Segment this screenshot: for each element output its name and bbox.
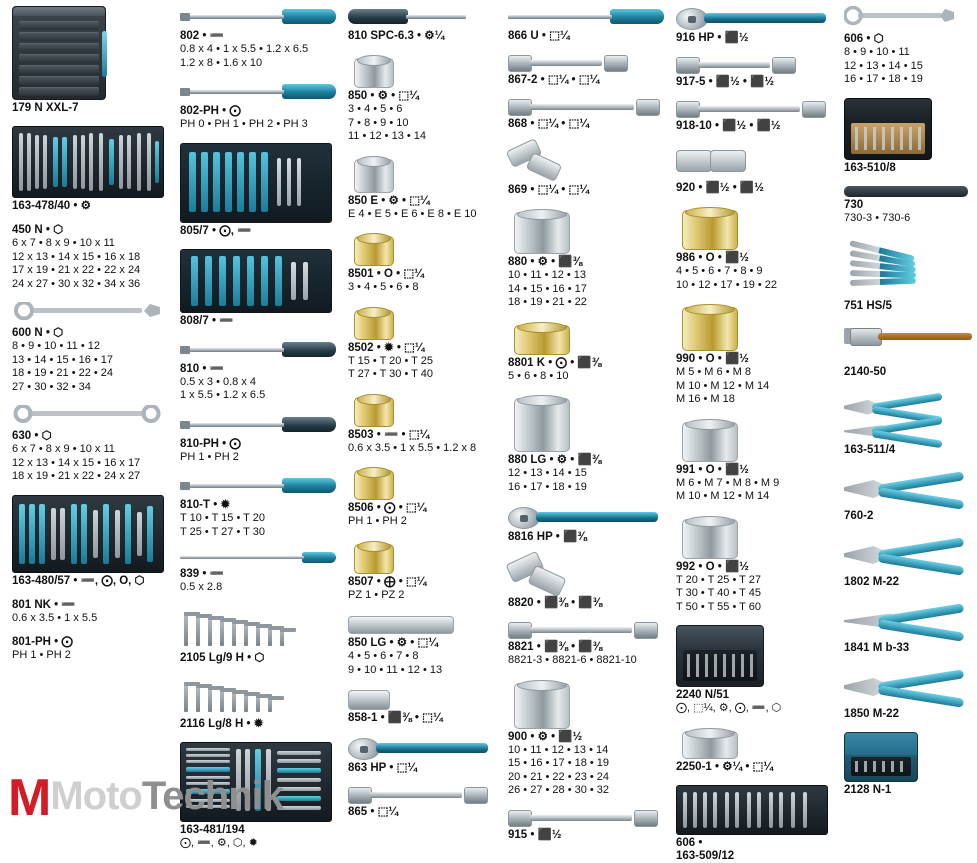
slotted-bit-socket-image: [348, 393, 496, 427]
catalog-item[interactable]: [348, 155, 496, 222]
item-size-line: 12 • 13 • 14 • 15: [844, 59, 923, 72]
item-title: 630 • ⬡: [12, 430, 52, 442]
catalog-item[interactable]: [348, 6, 496, 43]
catalog-item[interactable]: [180, 414, 336, 465]
catalog-item[interactable]: [348, 736, 496, 775]
item-title: 868 • ⬚¼ • ⬚¼: [508, 118, 589, 130]
item-size-line: 6 x 7 • 8 x 9 • 10 x 11: [12, 237, 115, 249]
item-title: 2116 Lg/8 H • ✹: [180, 717, 264, 730]
long-socket-image: [508, 394, 664, 452]
item-size-line: 18 • 19 • 21 • 22: [508, 296, 587, 308]
item-title: 917-5 • ⬛½ • ⬛½: [676, 76, 775, 88]
item-size-line: 27 • 30 • 32 • 34: [12, 380, 91, 393]
item-subtitle: 163-509/12: [676, 849, 735, 862]
item-size-line: M 10 • M 12 • M 14: [676, 379, 770, 392]
item-size-line: 1.2 x 8 • 1.6 x 10: [180, 56, 263, 69]
screwdriver-set-image: [844, 236, 957, 298]
bit-set-case-image: [844, 732, 957, 782]
catalog-item[interactable]: [676, 206, 832, 292]
universal-joint-image: [676, 144, 832, 180]
hex-bit-socket-image: [676, 206, 832, 250]
catalog-item[interactable]: [508, 321, 664, 384]
extension-image: [676, 56, 832, 74]
catalog-item[interactable]: [180, 606, 336, 665]
spline-bit-socket-image: [676, 418, 832, 462]
item-title: 850 E • ⚙ • ⬚¼: [348, 194, 430, 207]
catalog-item[interactable]: [676, 418, 832, 504]
ratchet-image: [676, 6, 832, 30]
catalog-item[interactable]: [12, 495, 168, 588]
item-title: 880 LG • ⚙ • ⬛⅜: [508, 454, 602, 466]
item-size-line: 12 x 13 • 14 x 15 • 16 x 18: [12, 250, 141, 263]
catalog-item[interactable]: [676, 144, 832, 195]
watermark-m: M: [8, 769, 51, 827]
catalog-item[interactable]: [12, 302, 168, 394]
catalog-item[interactable]: [508, 505, 664, 544]
item-size-line: T 25 • T 27 • T 30: [180, 525, 265, 538]
bit-screwdriver-image: [348, 6, 496, 28]
ratchet-image: [508, 505, 664, 529]
item-title: 1802 M-22: [844, 576, 899, 588]
item-size-line: E 4 • E 5 • E 6 • E 8 • E 10: [348, 207, 477, 220]
catalog-item[interactable]: [844, 324, 957, 379]
item-title: 2140-50: [844, 366, 887, 378]
item-title: 2128 N-1: [844, 784, 892, 796]
catalog-column-6: [838, 6, 963, 818]
item-size-line: 8 • 9 • 10 • 11: [844, 46, 910, 58]
long-socket-image: [348, 613, 496, 635]
screwdriver-set-tray-image: [180, 249, 336, 313]
item-title: 916 HP • ⬛½: [676, 32, 749, 44]
item-title: 606 •: [676, 836, 703, 849]
socket-adapter-image: [676, 727, 832, 759]
item-size-line: 8821-3 • 8821-6 • 8821-10: [508, 654, 637, 666]
item-title: 163-481/194: [180, 823, 245, 836]
item-title: 751 HS/5: [844, 300, 892, 312]
item-title: 1841 M b-33: [844, 642, 910, 654]
ratchet-image: [348, 736, 496, 760]
catalog-item[interactable]: [180, 143, 336, 238]
item-size-line: T 30 • T 40 • T 45: [676, 587, 761, 599]
screwdriver-tray-image: [12, 495, 168, 573]
plier-set-image: [844, 390, 957, 442]
screwdriver-image: [180, 339, 336, 361]
screwdriver-image: [180, 475, 336, 497]
item-size-line: 12 • 13 • 14 • 15: [508, 467, 587, 479]
item-size-line: 0.5 x 3 • 0.8 x 4: [180, 375, 257, 388]
item-title: 2105 Lg/9 H • ⬡: [180, 651, 265, 664]
item-size-line: 8 • 9 • 10 • 11 • 12: [12, 340, 100, 352]
catalog-item[interactable]: [348, 232, 496, 295]
item-size-line: 4 • 5 • 6 • 7 • 8: [348, 650, 419, 662]
item-title: 802 • ➖: [180, 30, 224, 42]
item-size-line: 3 • 4 • 5 • 6 • 8: [348, 281, 419, 293]
catalog-item[interactable]: [348, 786, 496, 819]
socket-image: [508, 208, 664, 254]
catalog-item[interactable]: [676, 515, 832, 615]
catalog-column-3: [342, 6, 502, 818]
catalog-item[interactable]: [508, 142, 664, 197]
catalog-item[interactable]: [180, 6, 336, 70]
item-title: 802-PH • ⨀: [180, 105, 241, 117]
hex-key-set-image: [180, 606, 336, 650]
catalog-column-2: [174, 6, 342, 849]
watermark-technik: Technik: [141, 774, 284, 818]
item-size-line: T 50 • T 55 • T 60: [676, 600, 761, 613]
torx-bit-socket-image: [348, 306, 496, 340]
item-title: 810 SPC-6.3 • ⚙¼: [348, 30, 445, 42]
item-size-line: PH 1 • PH 2: [180, 450, 239, 463]
catalog-item[interactable]: [676, 56, 832, 89]
item-size-line: 13 • 14 • 15 • 16 • 17: [12, 353, 114, 366]
hammer-image: [844, 324, 957, 364]
item-size-line: ⨀, ➖, ⚙, ⬡, ✹: [180, 836, 258, 849]
item-title: 2250-1 • ⚙¼ • ⬚¼: [676, 760, 773, 773]
tool-cabinet-image: [12, 6, 168, 100]
catalog-item[interactable]: [844, 468, 957, 523]
catalog-item[interactable]: [508, 6, 664, 43]
catalog-item[interactable]: [348, 613, 496, 677]
item-title: 900 • ⚙ • ⬛½: [508, 730, 583, 743]
long-extension-image: [508, 98, 664, 116]
catalog-item[interactable]: [508, 555, 664, 610]
item-size-line: 7 • 8 • 9 • 10: [348, 116, 409, 129]
catalog-item[interactable]: [508, 394, 664, 494]
catalog-item[interactable]: [676, 625, 832, 716]
ratchet-wrench-image: [844, 6, 957, 31]
item-title: 730: [844, 198, 864, 211]
item-size-line: 12 x 13 • 14 x 15 • 16 x 17: [12, 456, 141, 469]
catalog-item[interactable]: [844, 666, 957, 721]
item-title: 991 • O • ⬛½: [676, 463, 749, 476]
item-size-line: 10 • 12 • 17 • 19 • 22: [676, 278, 778, 291]
item-size-line: 11 • 12 • 13 • 14: [348, 130, 427, 142]
item-title: 8501 • O • ⬚¼: [348, 268, 424, 280]
catalog-item[interactable]: [844, 236, 957, 313]
ring-wrench-icon: [12, 405, 162, 423]
item-title: 163-480/57 • ➖, ⨀, O, ⬡: [12, 574, 145, 587]
long-extension-image: [676, 100, 832, 118]
hex-bit-socket-image: [508, 321, 664, 355]
item-title: 990 • O • ⬛½: [676, 353, 749, 365]
item-title: 863 HP • ⬚¼: [348, 762, 418, 774]
item-size-line: M 5 • M 6 • M 8: [676, 366, 751, 378]
item-title: 839 • ➖: [180, 568, 224, 580]
item-title: 8821 • ⬛⅜ • ⬛⅜: [508, 641, 603, 653]
screwdriver-image: [180, 81, 336, 103]
item-title: 858-1 • ⬛⅜ • ⬚¼: [348, 712, 443, 724]
hex-bit-socket-image: [676, 303, 832, 351]
ratchet-wrench-icon: [844, 6, 956, 26]
item-size-line: 10 • 11 • 12 • 13 • 14: [508, 743, 609, 756]
catalog-item[interactable]: [12, 126, 168, 213]
item-title: 850 • ⚙ • ⬚¼: [348, 90, 419, 102]
item-title: 920 • ⬛½ • ⬛½: [676, 182, 764, 194]
wrench-tray-image: [676, 785, 832, 835]
item-size-line: 17 x 19 • 21 x 22 • 22 x 24: [12, 264, 141, 276]
item-size-line: 24 x 27 • 30 x 32 • 34 x 36: [12, 277, 141, 290]
screwdriver-image: [180, 6, 336, 28]
double-ring-wrench-image: [12, 405, 168, 428]
item-size-line: M 6 • M 7 • M 8 • M 9: [676, 476, 780, 489]
catalog-item[interactable]: [348, 393, 496, 456]
item-title: 450 N • ⬡: [12, 224, 64, 236]
catalog-item[interactable]: [180, 676, 336, 731]
catalog-item[interactable]: [12, 6, 168, 115]
item-title: 8506 • ⨀ • ⬚¼: [348, 502, 427, 514]
catalog-column-5: [670, 6, 838, 862]
pozidriv-bit-socket-image: [348, 540, 496, 574]
catalog-item[interactable]: [676, 100, 832, 133]
adapter-image: [348, 688, 496, 710]
item-size-line: 730-3 • 730-6: [844, 211, 911, 224]
catalog-item[interactable]: [676, 727, 832, 774]
catalog-item[interactable]: [844, 6, 957, 87]
item-size-line: 3 • 4 • 5 • 6: [348, 103, 403, 115]
catalog-item[interactable]: [348, 466, 496, 529]
precision-screwdriver-image: [180, 550, 336, 566]
socket-image: [508, 679, 664, 729]
item-size-line: 0.8 x 4 • 1 x 5.5 • 1.2 x 6.5: [180, 43, 309, 55]
item-title: 600 N • ⬡: [12, 327, 64, 339]
item-title: 869 • ⬚¼ • ⬚¼: [508, 184, 589, 196]
catalog-item[interactable]: [12, 405, 168, 484]
item-title: 865 • ⬚¼: [348, 806, 399, 818]
item-size-line: 18 x 19 • 21 x 22 • 24 x 27: [12, 470, 141, 482]
item-size-line: T 20 • T 25 • T 27: [676, 573, 761, 586]
item-size-line: 16 • 17 • 18 • 19: [844, 73, 923, 85]
item-title: 179 N XXL-7: [12, 102, 79, 114]
item-title: 808/7 • ➖: [180, 314, 234, 327]
catalog-column-4: [502, 6, 670, 841]
universal-joint-image: [508, 555, 664, 595]
item-title: 8503 • ➖ • ⬚¼: [348, 428, 430, 441]
extension-image: [508, 54, 664, 72]
catalog-item[interactable]: [180, 81, 336, 132]
catalog-item[interactable]: [180, 249, 336, 328]
item-size-line: PH 0 • PH 1 • PH 2 • PH 3: [180, 118, 308, 130]
catalog-item[interactable]: [508, 809, 664, 842]
combination-plier-image: [844, 534, 957, 574]
item-title: 163-511/4: [844, 444, 896, 456]
item-title: 8507 • ⨁ • ⬚¼: [348, 575, 427, 588]
item-title: 1850 M-22: [844, 708, 899, 720]
item-size-line: 18 • 19 • 21 • 22 • 24: [12, 367, 114, 379]
catalog-item[interactable]: [844, 390, 957, 457]
item-title: 8801 K • ⨀ • ⬛⅜: [508, 356, 602, 369]
item-title: 880 • ⚙ • ⬛⅜: [508, 256, 583, 268]
catalog-item[interactable]: [12, 599, 168, 626]
watermark-moto: Moto: [50, 774, 142, 818]
item-size-line: PH 1 • PH 2: [12, 649, 71, 661]
catalog-item[interactable]: [180, 550, 336, 595]
item-title: 2240 N/51: [676, 689, 730, 701]
item-title: 606 • ⬡: [844, 33, 884, 45]
catalog-item[interactable]: [844, 732, 957, 797]
item-size-line: 14 • 15 • 16 • 17: [508, 282, 587, 295]
item-size-line: T 27 • T 30 • T 40: [348, 368, 433, 380]
item-size-line: PH 1 • PH 2: [348, 515, 407, 527]
water-pump-plier-image: [844, 468, 957, 508]
item-title: 801-PH • ⨀: [12, 636, 73, 648]
item-size-line: 1 x 5.5 • 1.2 x 6.5: [180, 389, 266, 401]
item-size-line: ⨀, ⬚¼, ⚙, ⨀, ➖, ⬡: [676, 702, 782, 714]
punch-image: [844, 186, 957, 197]
catalog-item[interactable]: [348, 54, 496, 144]
catalog-item[interactable]: [844, 186, 957, 226]
extension-image: [508, 621, 664, 639]
catalog-column-1: [6, 6, 174, 818]
catalog-item[interactable]: [844, 534, 957, 589]
catalog-item[interactable]: [676, 303, 832, 407]
catalog-item[interactable]: [508, 208, 664, 310]
item-size-line: 10 • 11 • 12 • 13: [508, 269, 587, 281]
item-size-line: M 16 • M 18: [676, 393, 735, 405]
hex-bit-socket-image: [348, 232, 496, 266]
item-size-line: 0.6 x 3.5 • 1 x 5.5 • 1.2 x 8: [348, 441, 477, 454]
item-size-line: M 10 • M 12 • M 14: [676, 490, 770, 502]
item-title: 810-T • ✹: [180, 499, 231, 511]
phillips-bit-socket-image: [348, 466, 496, 500]
item-size-line: 20 • 21 • 22 • 23 • 24: [508, 770, 610, 783]
catalog-item[interactable]: [676, 6, 832, 45]
screwdriver-set-tray-image: [180, 143, 336, 223]
item-size-line: 16 • 17 • 18 • 19: [508, 480, 587, 493]
screwdriver-image: [180, 414, 336, 436]
item-size-line: T 10 • T 15 • T 20: [180, 512, 265, 524]
catalog-item[interactable]: [180, 475, 336, 539]
item-size-line: 15 • 16 • 17 • 18 • 19: [508, 757, 610, 769]
catalog-item[interactable]: [508, 679, 664, 798]
sliding-t-bar-image: [348, 786, 496, 804]
item-title: 8502 • ✹ • ⬚¼: [348, 341, 425, 354]
catalog-item[interactable]: [844, 600, 957, 655]
catalog-item[interactable]: [348, 306, 496, 382]
item-size-line: 26 • 27 • 28 • 30 • 32: [508, 784, 610, 796]
e-socket-image: [348, 155, 496, 193]
item-size-line: 5 • 6 • 8 • 10: [508, 369, 569, 382]
item-title: 8816 HP • ⬛⅜: [508, 531, 587, 543]
item-title: 918-10 • ⬛½ • ⬛½: [676, 120, 781, 132]
torx-key-set-image: [180, 676, 336, 716]
tool-case-image: [844, 98, 957, 160]
catalog-item[interactable]: [348, 540, 496, 603]
item-title: 163-510/8: [844, 161, 896, 174]
item-title: 850 LG • ⚙ • ⬚¼: [348, 637, 438, 649]
item-title: 867-2 • ⬚¼ • ⬚¼: [508, 74, 600, 86]
catalog-item[interactable]: [508, 54, 664, 87]
item-title: 8820 • ⬛⅜ • ⬛⅜: [508, 597, 603, 609]
combination-wrench-image: [12, 302, 168, 325]
catalog-item[interactable]: [844, 98, 957, 175]
item-title: 915 • ⬛½: [508, 828, 562, 841]
item-size-line: PZ 1 • PZ 2: [348, 588, 405, 601]
torx-bit-socket-image: [676, 515, 832, 559]
item-title: 805/7 • ⨀, ➖: [180, 224, 252, 237]
side-cutter-image: [844, 666, 957, 706]
item-title: 801 NK • ➖: [12, 598, 76, 611]
catalog-item[interactable]: [12, 224, 168, 291]
item-title: 986 • O • ⬛½: [676, 252, 749, 264]
catalog-item[interactable]: [348, 688, 496, 725]
item-size-line: 0.6 x 3.5 • 1 x 5.5: [12, 611, 98, 624]
item-title: 992 • O • ⬛½: [676, 560, 749, 573]
universal-joint-image: [508, 142, 664, 182]
item-size-line: 6 x 7 • 8 x 9 • 10 x 11: [12, 443, 115, 455]
sliding-t-bar-image: [508, 809, 664, 827]
catalog-item[interactable]: [508, 621, 664, 668]
combination-wrench-icon: [12, 302, 162, 320]
watermark-logo: [8, 769, 284, 827]
item-title: 810 • ➖: [180, 362, 224, 375]
socket-image: [348, 54, 496, 88]
screwdriver-handle-image: [508, 6, 664, 28]
item-title: 163-478/40 • ⚙: [12, 200, 91, 212]
wrench-tray-image: [12, 126, 168, 198]
catalog-item[interactable]: [676, 785, 832, 863]
bit-case-image: [676, 625, 832, 687]
item-title: 760-2: [844, 510, 874, 522]
item-size-line: T 15 • T 20 • T 25: [348, 354, 433, 367]
long-nose-plier-image: [844, 600, 957, 640]
item-title: 810-PH • ⨀: [180, 437, 241, 450]
item-size-line: 0.5 x 2.8: [180, 581, 223, 593]
catalog-item[interactable]: [508, 98, 664, 131]
item-size-line: 4 • 5 • 6 • 7 • 8 • 9: [676, 265, 763, 277]
catalog-item[interactable]: [12, 636, 168, 663]
catalog-item[interactable]: [180, 339, 336, 403]
item-size-line: 9 • 10 • 11 • 12 • 13: [348, 663, 443, 676]
item-title: 866 U • ⬚¼: [508, 30, 570, 42]
